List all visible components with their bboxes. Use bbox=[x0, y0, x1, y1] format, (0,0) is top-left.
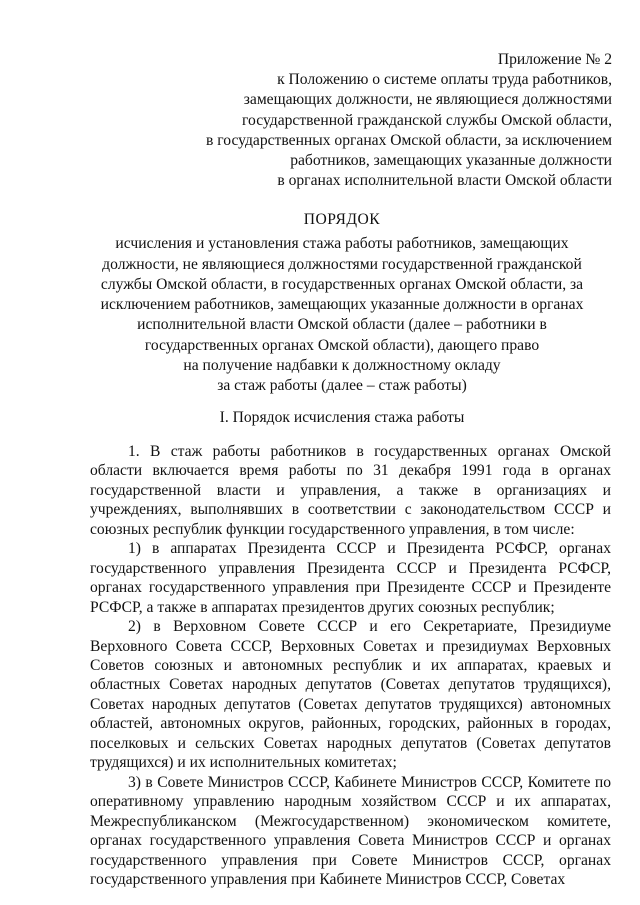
document-subtitle-line: исключением работников, замещающих указанные должности в органах bbox=[100, 296, 584, 314]
paragraph-subclause-3: 3) в Совете Министров СССР, Кабинете Министров СССР, Комитете по оперативному управлению народным хозяйством СССР и их аппаратах, Межреспубликанском (Межгосударственном) экономическом комитете, органах государственного управления Совета Министров СССР и органах государственного управления при Совете Министров СССР, органах государственного управления при Кабинете Министров СССР, Советах bbox=[90, 773, 611, 888]
document-subtitle-line: на получение надбавки к должностному окладу bbox=[183, 357, 501, 375]
document-subtitle-line: службы Омской области, в государственных органах Омской области, за bbox=[100, 275, 584, 293]
document-subtitle-line: государственных органах Омской области), дающего право bbox=[144, 336, 540, 354]
document-body bbox=[90, 442, 611, 889]
document-subtitle-line: исчисления и установления стажа работы работников, замещающих bbox=[115, 235, 569, 253]
appendix-line: замещающих должности, не являющиеся должностями bbox=[243, 91, 612, 109]
paragraph-subclause-1: 1) в аппаратах Президента СССР и Президента РСФСР, органах государственного управления Президента СССР и Президента РСФСР, органах государственного управления при Президенте СССР и Президенте РСФСР, а также в аппаратах президентов других союзных республик; bbox=[90, 540, 611, 616]
paragraph-subclause-2: 2) в Верховном Совете СССР и его Секретариате, Президиуме Верховного Совета СССР, Верховных Советах и президиумах Верховных Советов союзных и автономных республик и их аппаратах, краевых и областных Советах народных депутатов (Советах депутатов трудящихся), Советах народных депутатов (Советах депутатов трудящихся) автономных областей, автономных округов, районных, городских, районных в городах, поселковых и сельских Советах народных депутатов (Советах депутатов трудящихся) и их исполнительных комитетах; bbox=[90, 618, 611, 772]
appendix-number: Приложение № 2 bbox=[497, 51, 612, 68]
appendix-line: государственной гражданской службы Омской области, bbox=[242, 111, 612, 129]
appendix-line: в органах исполнительной власти Омской области bbox=[277, 172, 612, 190]
appendix-line: работников, замещающих указанные должности bbox=[290, 152, 612, 170]
appendix-line: в государственных органах Омской области, за исключением bbox=[206, 131, 612, 149]
appendix-reference bbox=[192, 50, 612, 191]
document-subtitle-line: за стаж работы (далее – стаж работы) bbox=[217, 377, 467, 395]
appendix-line: к Положению о системе оплаты труда работников, bbox=[277, 71, 612, 89]
document-title-block bbox=[82, 210, 602, 397]
document-heading: ПОРЯДОК bbox=[303, 211, 381, 228]
document-subtitle-line: исполнительной власти Омской области (далее – работники в bbox=[137, 316, 547, 334]
paragraph-clause-1: 1. В стаж работы работников в государственных органах Омской области включается время работы по 31 декабря 1991 года в органах государственной власти и управления, а также в организациях и учреждениях, выполнявших в соответствии с законодательством СССР и союзных республик функции государственного управления, в том числе: bbox=[90, 443, 611, 538]
document-subtitle-line: должности, не являющиеся должностями государственной гражданской bbox=[102, 255, 582, 273]
section-title: I. Порядок исчисления стажа работы bbox=[219, 409, 465, 426]
